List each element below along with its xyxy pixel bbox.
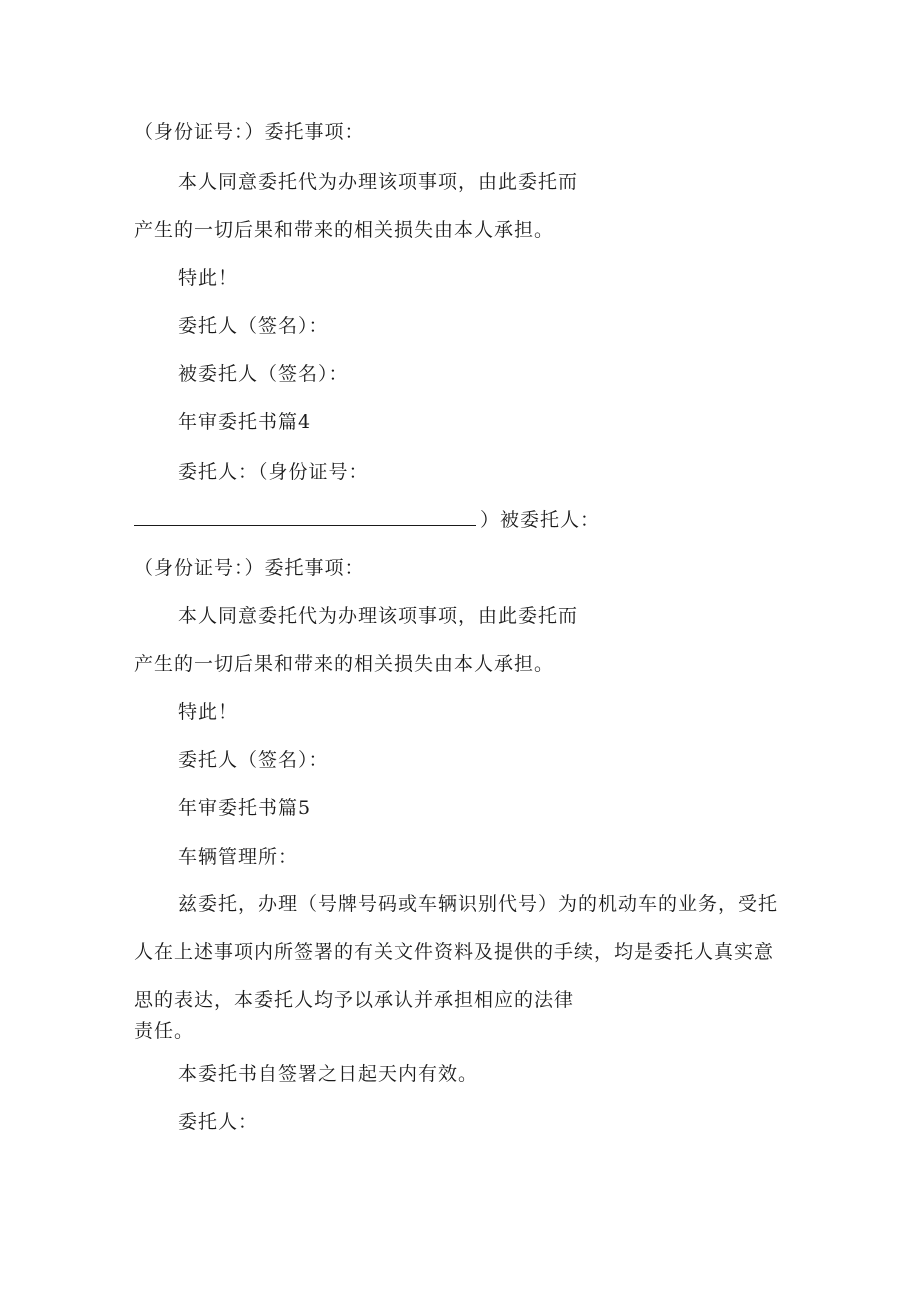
text-line: （身份证号：）委托事项： — [134, 121, 365, 143]
text-line — [134, 508, 600, 532]
text-line: 本委托书自签署之日起天内有效。 — [178, 1063, 479, 1085]
text-line: 思的表达，本委托人均予以承认并承担相应的法律 — [134, 989, 575, 1011]
signature-line: 委托人： — [178, 1111, 259, 1133]
text-line: 兹委托，办理（号牌号码或车辆识别代号）为的机动车的业务，受托 — [178, 893, 779, 915]
text-line: 人在上述事项内所签署的有关文件资料及提供的手续，均是委托人真实意 — [134, 941, 775, 963]
section-heading: 年审委托书篇4 — [178, 411, 312, 433]
signature-line: 委托人（签名）： — [178, 749, 329, 771]
text-line: 特此！ — [178, 267, 239, 289]
text-line: 产生的一切后果和带来的相关损失由本人承担。 — [134, 219, 555, 241]
text-line: 车辆管理所： — [178, 846, 299, 868]
text-line: 责任。 — [134, 1020, 195, 1042]
text-line: （身份证号：）委托事项： — [134, 557, 365, 579]
text-line: 委托人：（身份证号： — [178, 461, 369, 483]
signature-line: 委托人（签名）： — [178, 315, 329, 337]
signature-line: 被委托人（签名）： — [178, 363, 349, 385]
section-heading: 年审委托书篇5 — [178, 797, 312, 819]
text-line: 产生的一切后果和带来的相关损失由本人承担。 — [134, 653, 555, 675]
text-line: 特此！ — [178, 701, 239, 723]
text-line: 本人同意委托代为办理该项事项，由此委托而 — [178, 171, 579, 193]
text-fragment: ）被委托人： — [480, 509, 601, 531]
text-line: 本人同意委托代为办理该项事项，由此委托而 — [178, 605, 579, 627]
blank-underline — [134, 509, 476, 526]
